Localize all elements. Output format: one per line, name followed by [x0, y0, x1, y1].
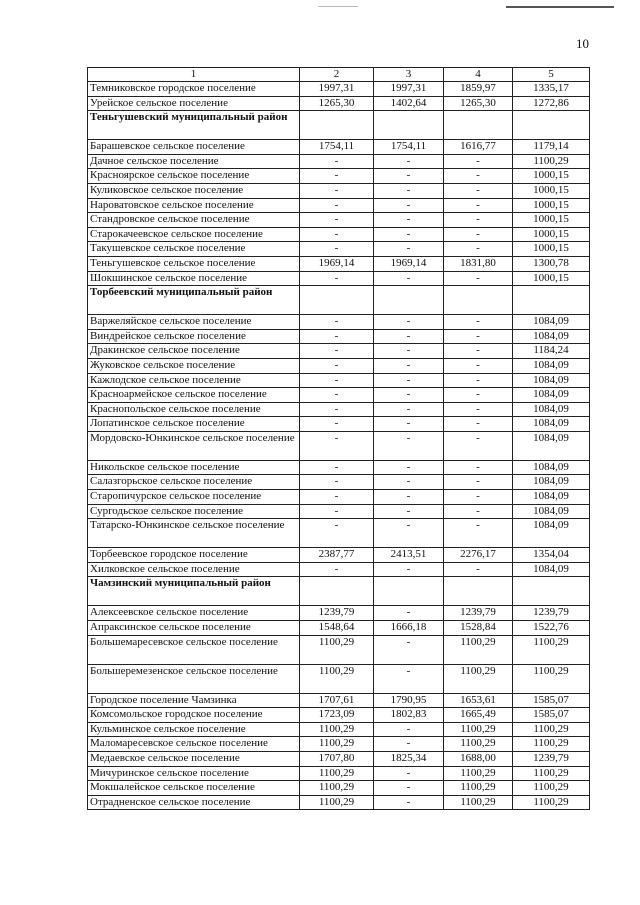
value-cell: - [444, 213, 513, 228]
value-cell: 1100,29 [513, 635, 590, 664]
settlement-name: Красноярское сельское поселение [88, 169, 300, 184]
value-cell: - [444, 460, 513, 475]
table-row [88, 183, 590, 198]
value-cell: - [444, 504, 513, 519]
data-table [87, 67, 590, 810]
value-cell: - [444, 344, 513, 359]
value-cell: 1100,29 [513, 795, 590, 810]
value-cell: - [374, 242, 444, 257]
value-cell: - [374, 329, 444, 344]
settlement-name: Городское поселение Чамзинка [88, 693, 300, 708]
settlement-name: Теньгушевское сельское поселение [88, 256, 300, 271]
value-cell: - [444, 271, 513, 286]
value-cell: 1100,29 [300, 664, 374, 693]
value-cell: - [374, 402, 444, 417]
table-row [88, 548, 590, 563]
settlement-name: Виндрейское сельское поселение [88, 329, 300, 344]
value-cell: 1354,04 [513, 548, 590, 563]
value-cell: 2413,51 [374, 548, 444, 563]
value-cell: - [374, 562, 444, 577]
table-row [88, 664, 590, 693]
value-cell: 1825,34 [374, 752, 444, 767]
value-cell: 1707,61 [300, 693, 374, 708]
value-cell: - [444, 315, 513, 330]
value-cell: 1859,97 [444, 82, 513, 97]
settlement-name: Такушевское сельское поселение [88, 242, 300, 257]
page-number: 10 [576, 36, 589, 51]
value-cell: 1084,09 [513, 315, 590, 330]
district-heading-row [88, 111, 590, 140]
value-cell: 1997,31 [300, 82, 374, 97]
value-cell: - [300, 402, 374, 417]
value-cell: 1239,79 [513, 606, 590, 621]
value-cell: - [374, 606, 444, 621]
value-cell: 1522,76 [513, 621, 590, 636]
value-cell: 1000,15 [513, 198, 590, 213]
table-row [88, 388, 590, 403]
value-cell: - [374, 635, 444, 664]
settlement-name: Старопичурское сельское поселение [88, 490, 300, 505]
value-cell: - [444, 490, 513, 505]
value-cell: 1585,07 [513, 708, 590, 723]
value-cell: - [444, 358, 513, 373]
value-cell: - [444, 242, 513, 257]
settlement-name: Сургодьское сельское поселение [88, 504, 300, 519]
value-cell: - [374, 722, 444, 737]
value-cell: 1548,64 [300, 621, 374, 636]
settlement-name: Дачное сельское поселение [88, 154, 300, 169]
column-number: 1 [88, 68, 300, 82]
value-cell: 1084,09 [513, 562, 590, 577]
value-cell: - [444, 198, 513, 213]
value-cell: - [374, 519, 444, 548]
settlement-name: Куликовское сельское поселение [88, 183, 300, 198]
value-cell: 1100,29 [444, 664, 513, 693]
value-cell: - [374, 227, 444, 242]
value-cell: 1084,09 [513, 504, 590, 519]
value-cell: - [444, 562, 513, 577]
value-cell: - [444, 227, 513, 242]
value-cell: - [374, 475, 444, 490]
settlement-name: Мордовско-Юнкинское сельское поселение [88, 431, 300, 460]
table-row [88, 417, 590, 432]
value-cell: 1100,29 [513, 154, 590, 169]
value-cell: - [444, 475, 513, 490]
table-row [88, 96, 590, 111]
value-cell [513, 286, 590, 315]
value-cell: - [374, 373, 444, 388]
value-cell [374, 111, 444, 140]
table-row [88, 82, 590, 97]
value-cell: - [444, 329, 513, 344]
settlement-name: Торбеевское городское поселение [88, 548, 300, 563]
value-cell: 1802,83 [374, 708, 444, 723]
value-cell: 1666,18 [374, 621, 444, 636]
table-row [88, 606, 590, 621]
value-cell: 1179,14 [513, 140, 590, 155]
value-cell: 1000,15 [513, 183, 590, 198]
table-row [88, 315, 590, 330]
table-row [88, 242, 590, 257]
district-heading-row [88, 286, 590, 315]
value-cell: 1000,15 [513, 242, 590, 257]
table-row [88, 490, 590, 505]
table-row [88, 256, 590, 271]
district-name: Торбеевский муниципальный район [88, 286, 300, 315]
value-cell: - [300, 519, 374, 548]
settlement-name: Мокшалейское сельское поселение [88, 781, 300, 796]
value-cell: 1100,29 [300, 635, 374, 664]
value-cell [374, 577, 444, 606]
value-cell: 1100,29 [444, 795, 513, 810]
value-cell: - [300, 344, 374, 359]
value-cell: - [300, 504, 374, 519]
value-cell: 1335,17 [513, 82, 590, 97]
table-row [88, 402, 590, 417]
value-cell: - [300, 388, 374, 403]
value-cell: 1100,29 [444, 722, 513, 737]
district-name: Чамзинский муниципальный район [88, 577, 300, 606]
value-cell: - [444, 169, 513, 184]
table-row [88, 358, 590, 373]
table-row [88, 635, 590, 664]
value-cell: - [374, 460, 444, 475]
value-cell: - [444, 519, 513, 548]
value-cell: - [300, 329, 374, 344]
value-cell: - [374, 766, 444, 781]
value-cell: 1616,77 [444, 140, 513, 155]
table-row [88, 781, 590, 796]
settlement-name: Алексеевское сельское поселение [88, 606, 300, 621]
district-heading-row [88, 577, 590, 606]
settlement-name: Татарско-Юнкинское сельское поселение [88, 519, 300, 548]
settlement-name: Темниковское городское поселение [88, 82, 300, 97]
value-cell: - [374, 737, 444, 752]
settlement-name: Барашевское сельское поселение [88, 140, 300, 155]
value-cell: 2276,17 [444, 548, 513, 563]
settlement-name: Никольское сельское поселение [88, 460, 300, 475]
settlement-name: Жуковское сельское поселение [88, 358, 300, 373]
value-cell: 1100,29 [513, 737, 590, 752]
value-cell [444, 286, 513, 315]
value-cell: 1084,09 [513, 388, 590, 403]
value-cell: - [374, 417, 444, 432]
value-cell: - [444, 183, 513, 198]
value-cell: - [374, 154, 444, 169]
value-cell: 1100,29 [513, 766, 590, 781]
settlement-name: Красноармейское сельское поселение [88, 388, 300, 403]
value-cell: 1688,00 [444, 752, 513, 767]
value-cell: - [300, 242, 374, 257]
value-cell: 1100,29 [444, 766, 513, 781]
value-cell: - [300, 213, 374, 228]
value-cell [374, 286, 444, 315]
value-cell: 1585,07 [513, 693, 590, 708]
table-row [88, 431, 590, 460]
table-row [88, 329, 590, 344]
settlement-name: Стандровское сельское поселение [88, 213, 300, 228]
value-cell: 1300,78 [513, 256, 590, 271]
value-cell: 1653,61 [444, 693, 513, 708]
value-cell: 1528,84 [444, 621, 513, 636]
table-row [88, 271, 590, 286]
value-cell: - [300, 154, 374, 169]
value-cell: 1084,09 [513, 519, 590, 548]
value-cell: 1084,09 [513, 329, 590, 344]
value-cell: 1184,24 [513, 344, 590, 359]
value-cell: - [300, 315, 374, 330]
value-cell: 1084,09 [513, 431, 590, 460]
value-cell: - [374, 344, 444, 359]
value-cell: - [300, 183, 374, 198]
value-cell: 1100,29 [300, 781, 374, 796]
value-cell [513, 577, 590, 606]
value-cell: - [444, 373, 513, 388]
settlement-name: Кульминское сельское поселение [88, 722, 300, 737]
settlement-name: Салазгорьское сельское поселение [88, 475, 300, 490]
value-cell: - [300, 460, 374, 475]
settlement-name: Дракинское сельское поселение [88, 344, 300, 359]
value-cell [444, 111, 513, 140]
value-cell: 1084,09 [513, 402, 590, 417]
value-cell: 1100,29 [300, 737, 374, 752]
value-cell: 2387,77 [300, 548, 374, 563]
value-cell: - [374, 490, 444, 505]
value-cell: - [300, 490, 374, 505]
table-row [88, 504, 590, 519]
value-cell: - [374, 198, 444, 213]
value-cell: 1402,64 [374, 96, 444, 111]
value-cell [513, 111, 590, 140]
settlement-name: Отрадненское сельское поселение [88, 795, 300, 810]
value-cell: 1239,79 [444, 606, 513, 621]
settlement-name: Лопатинское сельское поселение [88, 417, 300, 432]
settlement-name: Кажлодское сельское поселение [88, 373, 300, 388]
value-cell: 1100,29 [300, 722, 374, 737]
value-cell: 1084,09 [513, 358, 590, 373]
settlement-name: Нароватовское сельское поселение [88, 198, 300, 213]
value-cell: - [300, 475, 374, 490]
value-cell: - [374, 271, 444, 286]
table-row [88, 621, 590, 636]
value-cell: - [374, 664, 444, 693]
column-number: 2 [300, 68, 374, 82]
value-cell: 1723,09 [300, 708, 374, 723]
table-row [88, 154, 590, 169]
value-cell: - [374, 781, 444, 796]
settlement-name: Мичуринское сельское поселение [88, 766, 300, 781]
value-cell: 1084,09 [513, 460, 590, 475]
table-row [88, 140, 590, 155]
value-cell: 1754,11 [300, 140, 374, 155]
table-row [88, 227, 590, 242]
table-row [88, 562, 590, 577]
settlement-name: Медаевское сельское поселение [88, 752, 300, 767]
value-cell: 1084,09 [513, 490, 590, 505]
value-cell: 1100,29 [444, 737, 513, 752]
value-cell: - [300, 227, 374, 242]
value-cell: 1997,31 [374, 82, 444, 97]
settlement-name: Шокшинское сельское поселение [88, 271, 300, 286]
table-row [88, 737, 590, 752]
settlement-name: Апраксинское сельское поселение [88, 621, 300, 636]
value-cell: - [300, 271, 374, 286]
value-cell: 1000,15 [513, 169, 590, 184]
value-cell: 1265,30 [300, 96, 374, 111]
table-row [88, 766, 590, 781]
settlement-name: Урейское сельское поселение [88, 96, 300, 111]
value-cell: - [444, 388, 513, 403]
value-cell: - [374, 183, 444, 198]
value-cell: 1084,09 [513, 417, 590, 432]
value-cell [300, 577, 374, 606]
column-number: 4 [444, 68, 513, 82]
value-cell: 1239,79 [513, 752, 590, 767]
value-cell: - [300, 358, 374, 373]
column-number: 5 [513, 68, 590, 82]
table-row [88, 519, 590, 548]
settlement-name: Варжеляйское сельское поселение [88, 315, 300, 330]
settlement-name: Старокачеевское сельское поселение [88, 227, 300, 242]
scan-artifact [506, 6, 614, 8]
column-number: 3 [374, 68, 444, 82]
scan-artifact [318, 6, 358, 7]
value-cell: 1969,14 [374, 256, 444, 271]
value-cell [300, 286, 374, 315]
value-cell: 1000,15 [513, 227, 590, 242]
value-cell: 1100,29 [513, 722, 590, 737]
value-cell: - [300, 198, 374, 213]
value-cell: - [300, 373, 374, 388]
table-body [88, 82, 590, 810]
value-cell: - [374, 795, 444, 810]
value-cell: 1100,29 [444, 635, 513, 664]
value-cell: 1100,29 [444, 781, 513, 796]
value-cell: 1000,15 [513, 271, 590, 286]
value-cell [444, 577, 513, 606]
table-row [88, 722, 590, 737]
table-row [88, 344, 590, 359]
settlement-name: Краснопольское сельское поселение [88, 402, 300, 417]
table-row [88, 693, 590, 708]
value-cell: - [374, 315, 444, 330]
value-cell: 1000,15 [513, 213, 590, 228]
settlement-name: Комсомольское городское поселение [88, 708, 300, 723]
value-cell: - [300, 169, 374, 184]
value-cell: - [374, 388, 444, 403]
value-cell: - [300, 417, 374, 432]
value-cell: 1100,29 [513, 664, 590, 693]
table-row [88, 475, 590, 490]
table-row [88, 198, 590, 213]
table-header-row [88, 68, 590, 82]
value-cell [300, 111, 374, 140]
table-row [88, 795, 590, 810]
table-row [88, 373, 590, 388]
settlement-name: Маломаресевское сельское поселение [88, 737, 300, 752]
settlement-name: Большемаресевское сельское поселение [88, 635, 300, 664]
value-cell: 1084,09 [513, 373, 590, 388]
value-cell: 1100,29 [300, 795, 374, 810]
value-cell: - [374, 504, 444, 519]
value-cell: - [374, 213, 444, 228]
value-cell: - [444, 154, 513, 169]
value-cell: 1239,79 [300, 606, 374, 621]
value-cell: 1084,09 [513, 475, 590, 490]
table-row [88, 169, 590, 184]
table-row [88, 752, 590, 767]
settlement-name: Хилковское сельское поселение [88, 562, 300, 577]
value-cell: - [374, 431, 444, 460]
value-cell: 1790,95 [374, 693, 444, 708]
value-cell: 1969,14 [300, 256, 374, 271]
value-cell: - [444, 417, 513, 432]
value-cell: 1265,30 [444, 96, 513, 111]
district-name: Теньгушевский муниципальный район [88, 111, 300, 140]
value-cell: - [300, 431, 374, 460]
value-cell: 1100,29 [300, 766, 374, 781]
value-cell: 1665,49 [444, 708, 513, 723]
table-row [88, 708, 590, 723]
value-cell: - [444, 402, 513, 417]
table-row [88, 460, 590, 475]
value-cell: 1100,29 [513, 781, 590, 796]
value-cell: 1831,80 [444, 256, 513, 271]
value-cell: - [444, 431, 513, 460]
settlement-name: Большеремезенское сельское поселение [88, 664, 300, 693]
value-cell: - [300, 562, 374, 577]
value-cell: 1754,11 [374, 140, 444, 155]
value-cell: - [374, 358, 444, 373]
value-cell: 1707,80 [300, 752, 374, 767]
value-cell: - [374, 169, 444, 184]
table-row [88, 213, 590, 228]
value-cell: 1272,86 [513, 96, 590, 111]
